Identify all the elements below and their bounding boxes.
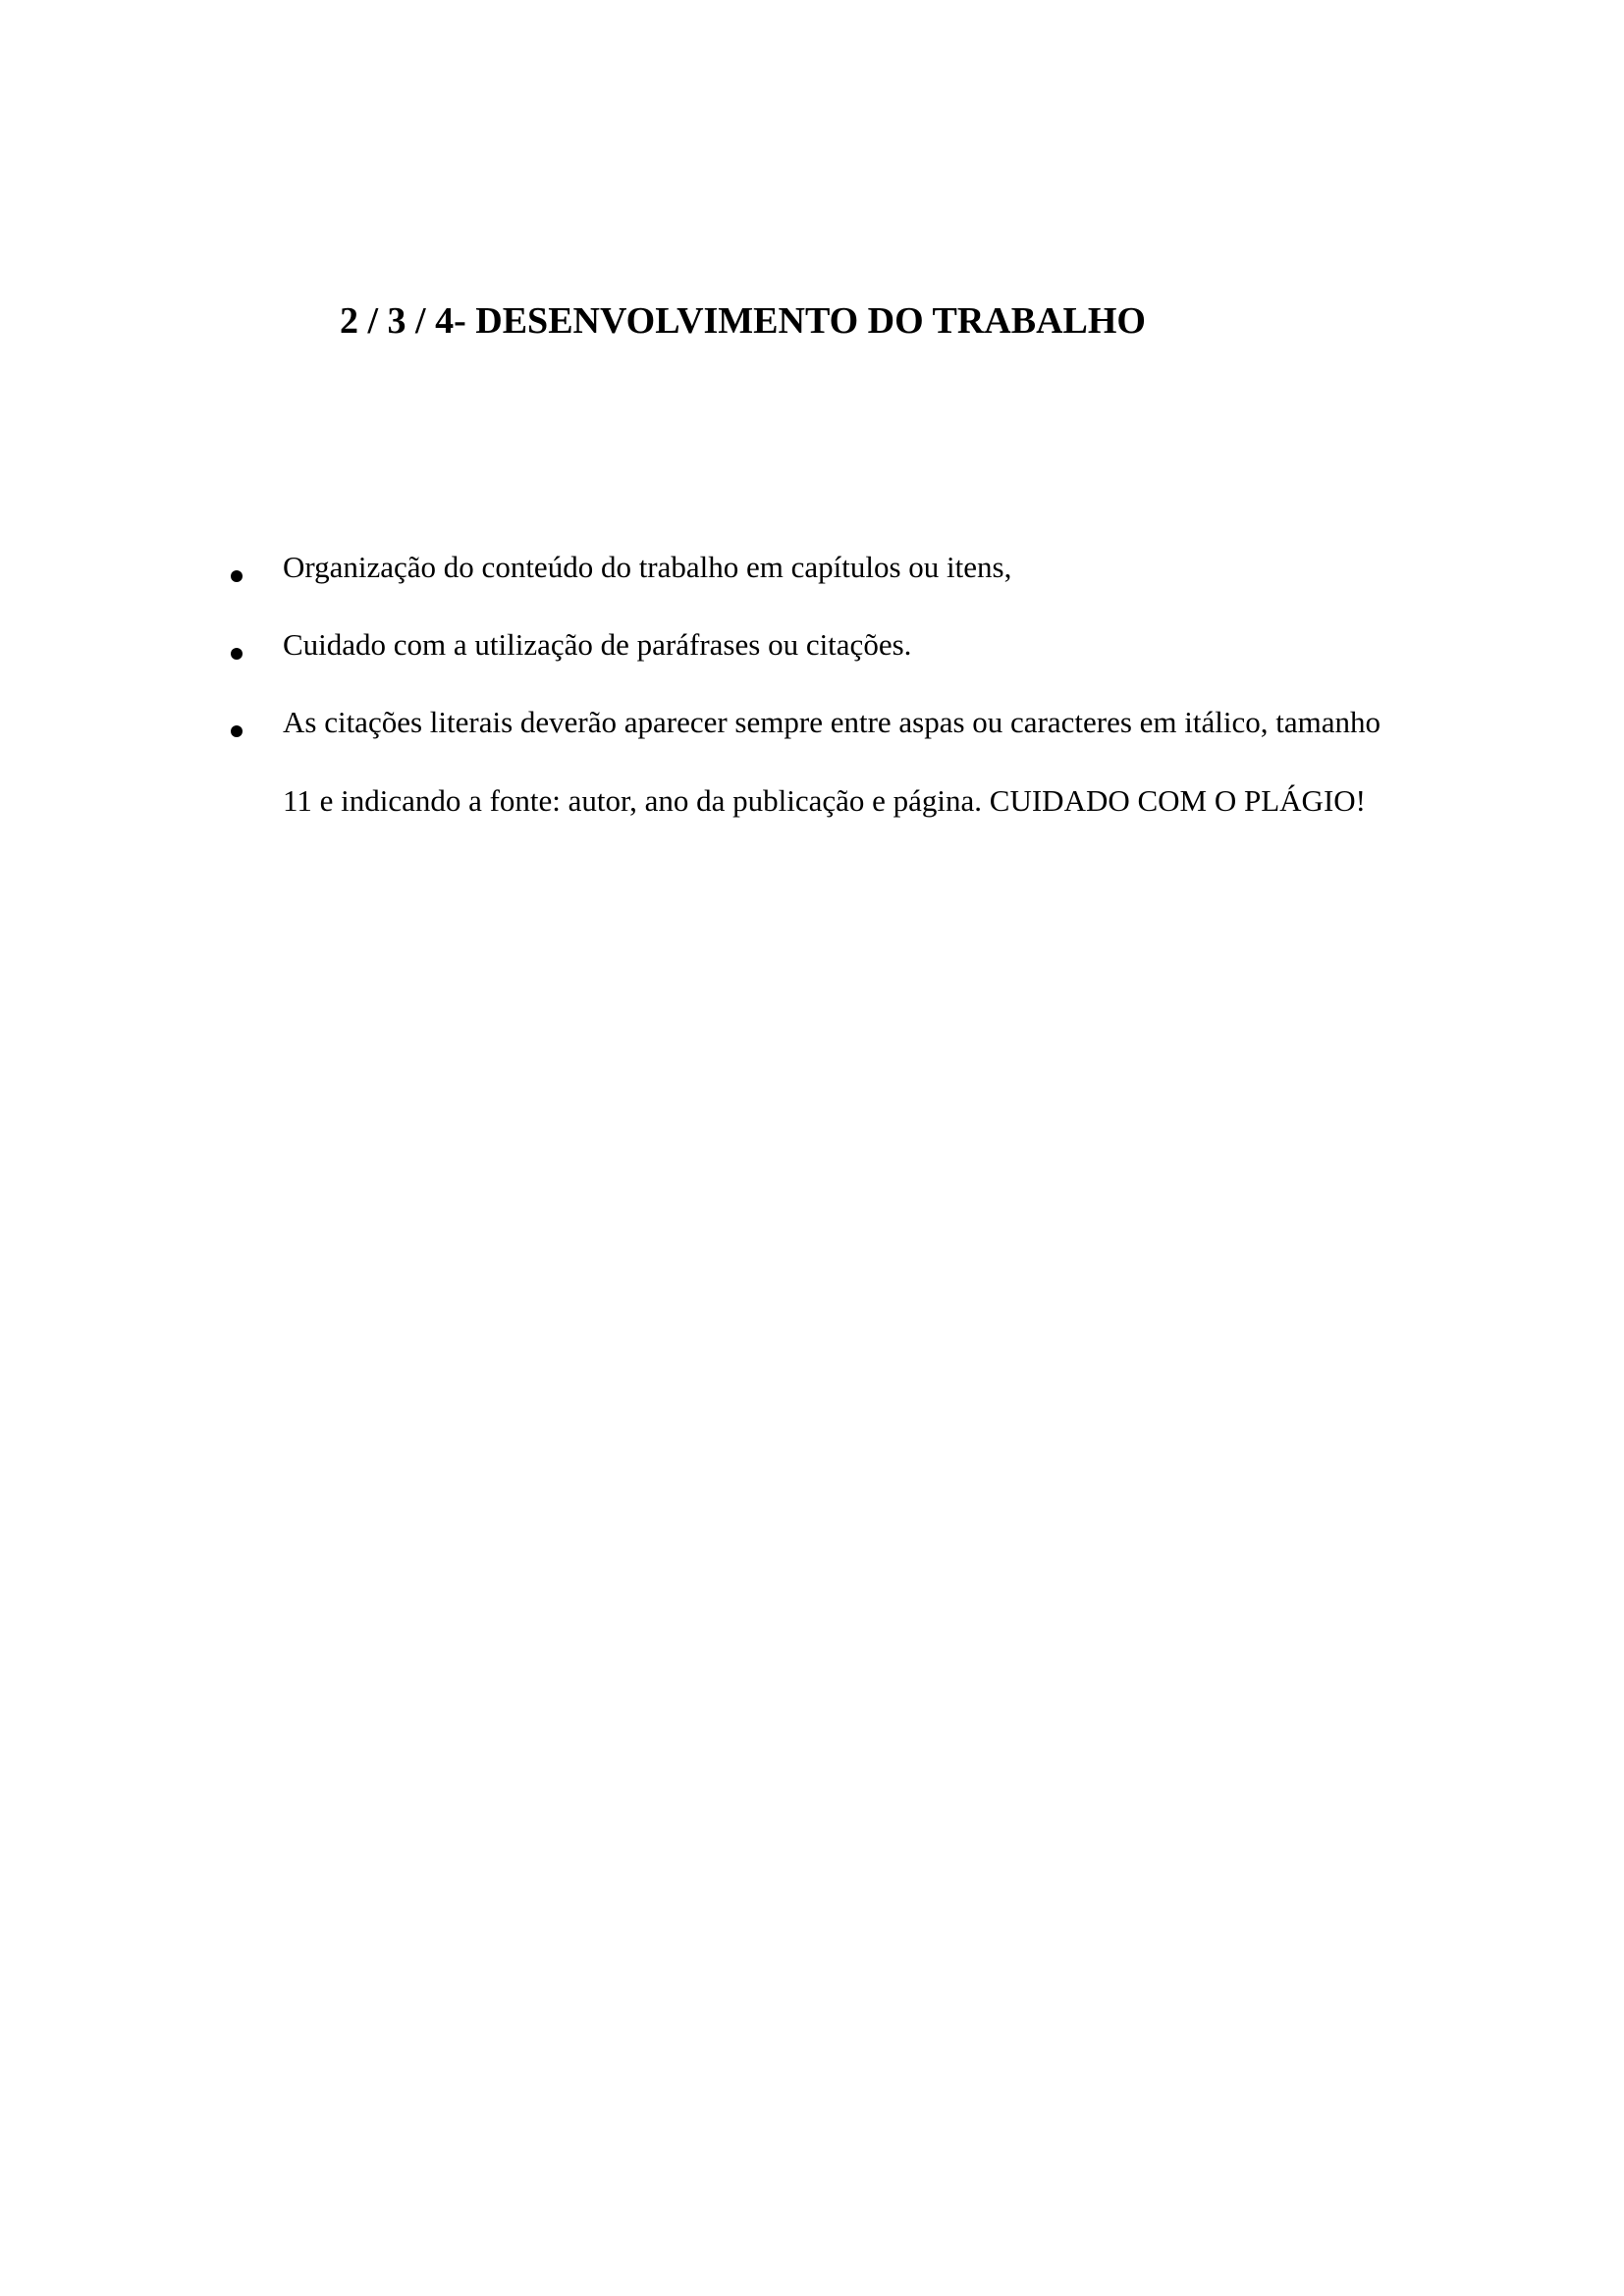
bullet-dot-icon (231, 648, 243, 660)
bullet-text: Cuidado com a utilização de paráfrases ou citações. (283, 627, 912, 662)
bullet-text-continuation: 11 e indicando a fonte: autor, ano da publicação e página. CUIDADO COM O PLÁGIO! (283, 783, 1366, 818)
section-heading: 2 / 3 / 4- DESENVOLVIMENTO DO TRABALHO (340, 300, 1146, 342)
bullet-dot-icon (231, 725, 243, 737)
bullet-text: As citações literais deverão aparecer sempre entre aspas ou caracteres em itálico, tamanho (283, 705, 1381, 739)
bullet-text: Organização do conteúdo do trabalho em capítulos ou itens, (283, 550, 1012, 584)
bullet-dot-icon (231, 570, 243, 582)
bullet-item (0, 707, 1624, 864)
